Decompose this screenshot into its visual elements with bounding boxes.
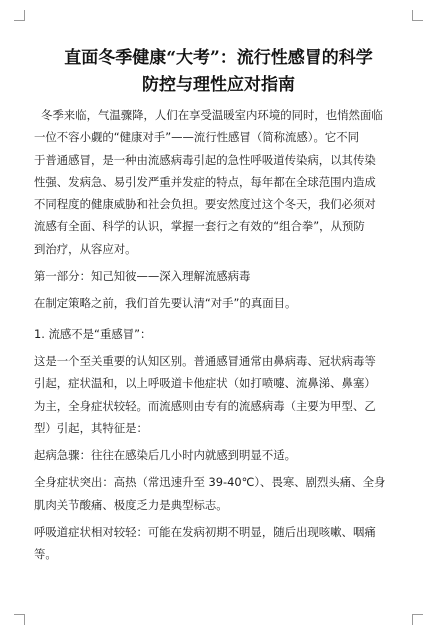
- text-line: 肌肉关节酸痛、极度乏力是典型标志。: [34, 497, 228, 512]
- document-body: [34, 104, 404, 566]
- section-heading: [34, 265, 404, 287]
- text-line: 呼吸道症状相对较轻：可能在发病初期不明显，随后出现咳嗽、咽痛: [34, 525, 376, 540]
- text-line: 为主，全身症状较轻。而流感则由专有的流感病毒（主要为甲型、乙: [34, 398, 376, 413]
- text-line: 不同程度的健康威胁和社会负担。要安然度过这个冬天，我们必须对: [34, 197, 376, 212]
- page-corner-mark-top-right: [412, 10, 423, 21]
- text-line: 第一部分：知己知彼——深入理解流感病毒: [34, 269, 251, 284]
- text-line: 1. 流感不是“重感冒”：: [34, 326, 152, 341]
- document-title: [26, 45, 411, 99]
- body-paragraph: [34, 292, 404, 314]
- body-paragraph: [34, 444, 404, 466]
- body-paragraph: [34, 521, 404, 566]
- text-line: 起病急骤：往往在感染后几小时内就感到明显不适。: [34, 448, 296, 463]
- body-paragraph: [34, 350, 404, 439]
- text-line: 在制定策略之前，我们首先要认清“对手”的真面目。: [34, 296, 297, 311]
- title-line: 防控与理性应对指南: [142, 75, 295, 96]
- page-corner-mark-bottom-right: [412, 614, 423, 625]
- page-corner-mark-top-left: [14, 10, 25, 21]
- text-line: 一位不容小觑的“健康对手”——流行性感冒（简称流感）。它不同: [34, 130, 360, 145]
- numbered-point: [34, 323, 404, 345]
- text-line: 型）引起，其特征是：: [34, 420, 148, 435]
- text-line: 于普通感冒，是一种由流感病毒引起的急性呼吸道传染病，以其传染: [34, 152, 376, 167]
- text-line: 冬季来临，气温骤降，人们在享受温暖室内环境的同时，也悄然面临: [41, 108, 383, 122]
- text-line: 等。: [34, 547, 57, 562]
- text-line: 流感有全面、科学的认识，掌握一套行之有效的“组合拳”，从预防: [34, 219, 365, 234]
- intro-paragraph: [34, 104, 404, 260]
- title-line: 直面冬季健康“大考”：流行性感冒的科学: [64, 48, 373, 69]
- text-line: 这是一个至关重要的认知区别。普通感冒通常由鼻病毒、冠状病毒等: [34, 353, 376, 368]
- text-line: 引起，症状温和，以上呼吸道卡他症状（如打喷嚏、流鼻涕、鼻塞）: [34, 376, 376, 391]
- text-line: 到治疗，从容应对。: [34, 241, 137, 256]
- text-line: 性强、发病急、易引发严重并发症的特点，每年都在全球范围内造成: [34, 174, 376, 189]
- text-line: 全身症状突出：高热（常迅速升至 39-40℃）、畏寒、剧烈头痛、全身: [34, 475, 386, 490]
- page-corner-mark-bottom-left: [14, 614, 25, 625]
- body-paragraph: [34, 471, 404, 516]
